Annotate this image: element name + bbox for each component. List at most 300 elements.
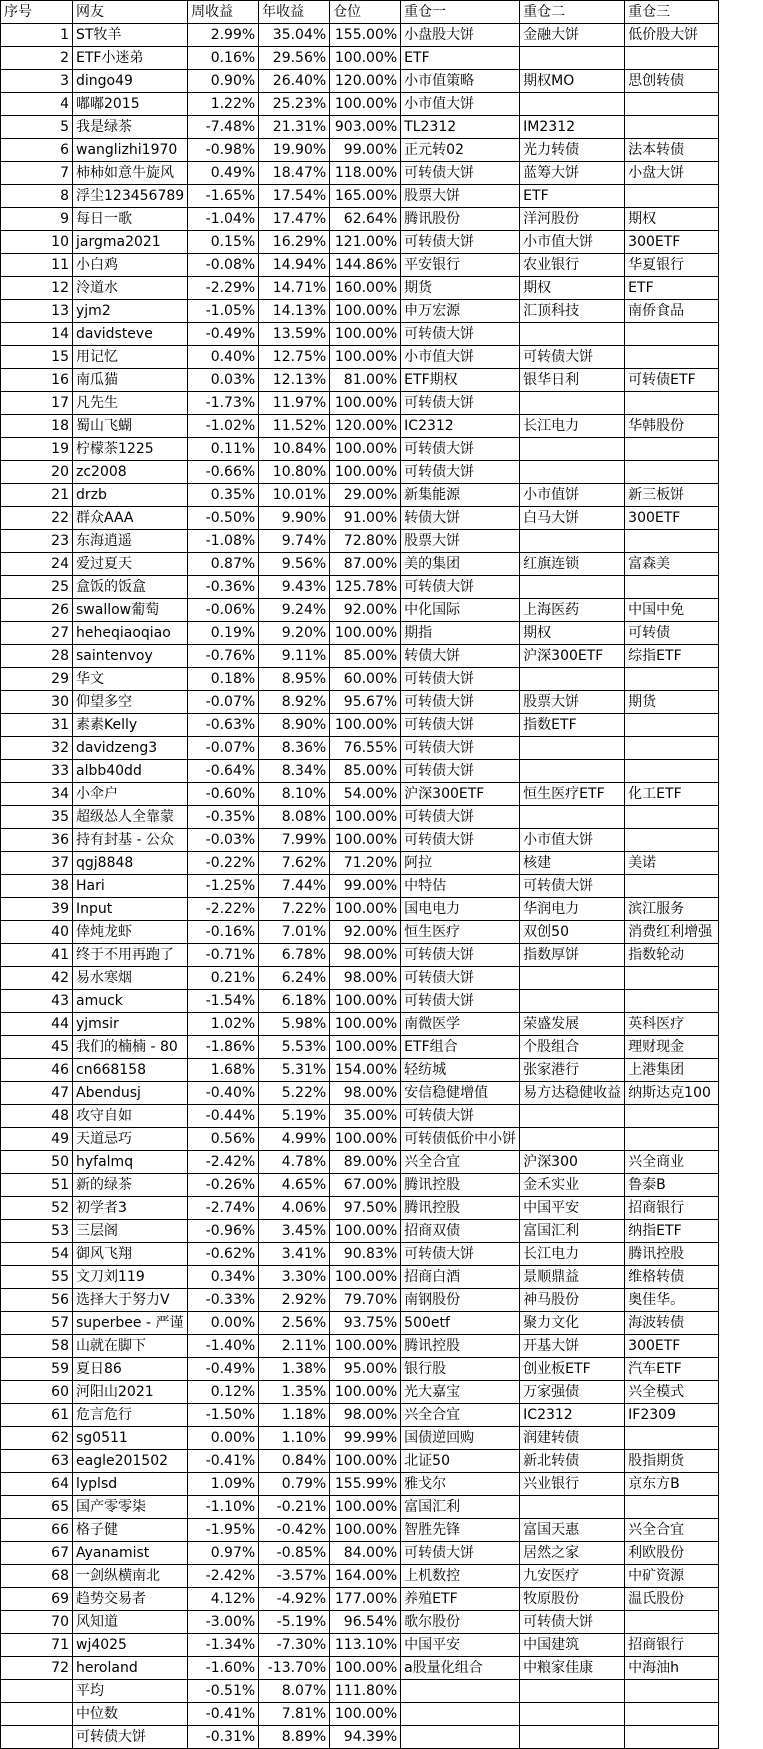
cell-index: 62 [1,1427,73,1450]
cell-holding-1: 可转债大饼 [401,944,520,967]
cell-holding-3: 鲁泰B [625,1174,719,1197]
cell-weekly-return: -0.49% [188,323,259,346]
cell-annual-return: 10.80% [259,461,330,484]
cell-annual-return: 5.19% [259,1105,330,1128]
cell-annual-return: 21.31% [259,116,330,139]
cell-user: wj4025 [73,1634,188,1657]
cell-weekly-return: -0.41% [188,1450,259,1473]
cell-holding-3: 股指期货 [625,1450,719,1473]
cell-holding-2: 新北转债 [520,1450,625,1473]
cell-index: 36 [1,829,73,852]
table-row [1,990,719,1013]
cell-annual-return: 6.24% [259,967,330,990]
cell-index: 2 [1,47,73,70]
cell-holding-1: 可转债大饼 [401,760,520,783]
table-row [1,1381,719,1404]
cell-user: drzb [73,484,188,507]
cell-user: lyplsd [73,1473,188,1496]
table-row [1,1611,719,1634]
cell-user: 平均 [73,1680,188,1703]
cell-index: 35 [1,806,73,829]
cell-weekly-return: -0.96% [188,1220,259,1243]
cell-annual-return: -4.92% [259,1588,330,1611]
cell-holding-3 [625,760,719,783]
cell-weekly-return: -2.42% [188,1151,259,1174]
table-row [1,1657,719,1680]
cell-position: 99.99% [330,1427,401,1450]
cell-weekly-return: -0.40% [188,1082,259,1105]
cell-annual-return: 3.41% [259,1243,330,1266]
cell-holding-2: 小市值饼 [520,484,625,507]
cell-holding-1: 歌尔股份 [401,1611,520,1634]
cell-holding-2: 上海医药 [520,599,625,622]
cell-position: 100.00% [330,1703,401,1726]
cell-position: 35.00% [330,1105,401,1128]
cell-index: 43 [1,990,73,1013]
cell-holding-3: 纳斯达克100 [625,1082,719,1105]
cell-annual-return: 14.13% [259,300,330,323]
cell-holding-2 [520,47,625,70]
table-row [1,599,719,622]
cell-weekly-return: -1.25% [188,875,259,898]
cell-annual-return: 14.71% [259,277,330,300]
cell-holding-3: 期货 [625,691,719,714]
cell-holding-1: 转债大饼 [401,645,520,668]
cell-position: 120.00% [330,70,401,93]
cell-user: 御风飞翔 [73,1243,188,1266]
cell-holding-2: 期权 [520,622,625,645]
cell-index: 72 [1,1657,73,1680]
cell-index: 21 [1,484,73,507]
cell-annual-return: 5.53% [259,1036,330,1059]
cell-weekly-return: -2.42% [188,1565,259,1588]
cell-position: 81.00% [330,369,401,392]
table-row [1,553,719,576]
table-row [1,1588,719,1611]
cell-weekly-return: 0.49% [188,162,259,185]
cell-weekly-return: 0.34% [188,1266,259,1289]
cell-holding-3: 综指ETF [625,645,719,668]
table-row [1,139,719,162]
cell-holding-3 [625,116,719,139]
cell-holding-2: 荣盛发展 [520,1013,625,1036]
cell-annual-return: 7.44% [259,875,330,898]
cell-position: 903.00% [330,116,401,139]
cell-annual-return: 7.81% [259,1703,330,1726]
cell-holding-2: 牧原股份 [520,1588,625,1611]
table-row [1,760,719,783]
cell-position: 85.00% [330,645,401,668]
cell-holding-1: 北证50 [401,1450,520,1473]
cell-user: 群众AAA [73,507,188,530]
cell-annual-return: 26.40% [259,70,330,93]
cell-user: superbee - 严谨 [73,1312,188,1335]
cell-index: 32 [1,737,73,760]
cell-position: 92.00% [330,921,401,944]
cell-holding-3: 纳指ETF [625,1220,719,1243]
cell-holding-3: 美诺 [625,852,719,875]
cell-weekly-return: 1.22% [188,93,259,116]
cell-index: 49 [1,1128,73,1151]
cell-weekly-return: -1.34% [188,1634,259,1657]
cell-position: 100.00% [330,829,401,852]
cell-holding-3 [625,714,719,737]
cell-annual-return: 4.65% [259,1174,330,1197]
cell-weekly-return: -0.31% [188,1726,259,1749]
cell-position: 100.00% [330,1519,401,1542]
cell-weekly-return: 0.16% [188,47,259,70]
cell-position: 121.00% [330,231,401,254]
cell-holding-3: 汽车ETF [625,1358,719,1381]
cell-holding-2: 股票大饼 [520,691,625,714]
cell-holding-1: ETF组合 [401,1036,520,1059]
cell-user: 风知道 [73,1611,188,1634]
cell-weekly-return: -7.48% [188,116,259,139]
table-row [1,162,719,185]
table-row [1,668,719,691]
cell-annual-return: -0.42% [259,1519,330,1542]
cell-user: 我是绿茶 [73,116,188,139]
cell-annual-return: -3.57% [259,1565,330,1588]
cell-index: 63 [1,1450,73,1473]
cell-user: 易水寒烟 [73,967,188,990]
cell-position: 29.00% [330,484,401,507]
table-row [1,622,719,645]
cell-holding-2 [520,1105,625,1128]
cell-weekly-return: -0.33% [188,1289,259,1312]
cell-holding-3: 可转债 [625,622,719,645]
header-index: 序号 [1,1,73,24]
cell-position: 144.86% [330,254,401,277]
table-row [1,691,719,714]
cell-weekly-return: -0.16% [188,921,259,944]
cell-position: 100.00% [330,392,401,415]
cell-holding-1: 恒生医疗 [401,921,520,944]
table-row [1,1358,719,1381]
cell-annual-return: -0.21% [259,1496,330,1519]
cell-user: 爱过夏天 [73,553,188,576]
cell-position: 96.54% [330,1611,401,1634]
cell-index: 6 [1,139,73,162]
cell-index: 14 [1,323,73,346]
cell-annual-return: 6.78% [259,944,330,967]
cell-holding-3 [625,1496,719,1519]
cell-user: Hari [73,875,188,898]
cell-user: 一剑纵横南北 [73,1565,188,1588]
cell-weekly-return: -0.36% [188,576,259,599]
cell-holding-1: 富国汇利 [401,1496,520,1519]
table-row [1,438,719,461]
cell-holding-2 [520,323,625,346]
cell-annual-return: 9.43% [259,576,330,599]
table-row [1,944,719,967]
cell-user: ST牧羊 [73,24,188,47]
cell-holding-3: 京东方B [625,1473,719,1496]
cell-annual-return: 9.11% [259,645,330,668]
cell-holding-2 [520,1680,625,1703]
cell-weekly-return: 0.19% [188,622,259,645]
cell-holding-1: 期货 [401,277,520,300]
cell-holding-1: 光大嘉宝 [401,1381,520,1404]
cell-user: 盒饭的饭盒 [73,576,188,599]
cell-holding-3: 小盘大饼 [625,162,719,185]
cell-holding-2: 红旗连锁 [520,553,625,576]
cell-position: 100.00% [330,1381,401,1404]
table-row [1,369,719,392]
cell-holding-2: 小市值大饼 [520,829,625,852]
cell-annual-return: -5.19% [259,1611,330,1634]
cell-weekly-return: -0.07% [188,691,259,714]
cell-annual-return: 17.54% [259,185,330,208]
cell-annual-return: 25.23% [259,93,330,116]
cell-weekly-return: -1.54% [188,990,259,1013]
cell-index: 20 [1,461,73,484]
table-row [1,1335,719,1358]
cell-user: davidsteve [73,323,188,346]
cell-weekly-return: 2.99% [188,24,259,47]
cell-holding-2: 中国平安 [520,1197,625,1220]
cell-position: 165.00% [330,185,401,208]
cell-annual-return: 5.98% [259,1013,330,1036]
cell-user: qgj8848 [73,852,188,875]
cell-weekly-return: -1.95% [188,1519,259,1542]
cell-index: 7 [1,162,73,185]
cell-user: 小伞户 [73,783,188,806]
cell-holding-2 [520,392,625,415]
cell-holding-1: 国债逆回购 [401,1427,520,1450]
cell-holding-1: 腾讯控股 [401,1197,520,1220]
cell-position: 125.78% [330,576,401,599]
cell-holding-1: 500etf [401,1312,520,1335]
cell-annual-return: 9.74% [259,530,330,553]
cell-index: 28 [1,645,73,668]
cell-holding-2: 可转债大饼 [520,875,625,898]
table-row [1,1128,719,1151]
cell-weekly-return: -2.74% [188,1197,259,1220]
cell-user: 危言危行 [73,1404,188,1427]
cell-annual-return: -13.70% [259,1657,330,1680]
cell-holding-2 [520,93,625,116]
cell-holding-2: ETF [520,185,625,208]
cell-holding-1: IC2312 [401,415,520,438]
cell-holding-3 [625,576,719,599]
table-row [1,1151,719,1174]
cell-weekly-return: 1.68% [188,1059,259,1082]
cell-holding-2: 富国天惠 [520,1519,625,1542]
cell-holding-2 [520,438,625,461]
cell-holding-2: 洋河股份 [520,208,625,231]
cell-weekly-return: -0.50% [188,507,259,530]
table-row [1,346,719,369]
cell-annual-return: -7.30% [259,1634,330,1657]
cell-weekly-return: 0.00% [188,1312,259,1335]
cell-weekly-return: -0.62% [188,1243,259,1266]
cell-index: 67 [1,1542,73,1565]
cell-index: 38 [1,875,73,898]
cell-position: 100.00% [330,1496,401,1519]
table-row [1,1220,719,1243]
cell-weekly-return: 1.02% [188,1013,259,1036]
cell-user: 文刀刘119 [73,1266,188,1289]
cell-index: 37 [1,852,73,875]
cell-holding-3: 消费红利增强 [625,921,719,944]
cell-holding-1: 转债大饼 [401,507,520,530]
cell-weekly-return: -0.60% [188,783,259,806]
cell-annual-return: 0.84% [259,1450,330,1473]
cell-holding-1: 平安银行 [401,254,520,277]
table-row [1,1496,719,1519]
cell-holding-2 [520,461,625,484]
cell-holding-1: 可转债大饼 [401,576,520,599]
cell-annual-return: 4.06% [259,1197,330,1220]
cell-weekly-return: 0.97% [188,1542,259,1565]
cell-weekly-return: -2.29% [188,277,259,300]
cell-weekly-return: -2.22% [188,898,259,921]
cell-position: 62.64% [330,208,401,231]
cell-index: 31 [1,714,73,737]
cell-user: 可转债大饼 [73,1726,188,1749]
cell-holding-1: 申万宏源 [401,300,520,323]
table-row [1,1542,719,1565]
cell-holding-2: 可转债大饼 [520,1611,625,1634]
cell-holding-3: 海波转债 [625,1312,719,1335]
cell-weekly-return: 0.03% [188,369,259,392]
cell-weekly-return: -0.26% [188,1174,259,1197]
cell-holding-3 [625,93,719,116]
cell-weekly-return: -0.66% [188,461,259,484]
cell-index: 47 [1,1082,73,1105]
cell-index: 23 [1,530,73,553]
cell-position: 154.00% [330,1059,401,1082]
cell-position: 72.80% [330,530,401,553]
cell-user: albb40dd [73,760,188,783]
cell-holding-1: 可转债大饼 [401,990,520,1013]
cell-holding-1: 雅戈尔 [401,1473,520,1496]
table-row [1,47,719,70]
cell-holding-1: 兴全合宜 [401,1151,520,1174]
cell-position: 90.83% [330,1243,401,1266]
cell-holding-1: 新集能源 [401,484,520,507]
cell-holding-3 [625,1680,719,1703]
cell-position: 93.75% [330,1312,401,1335]
cell-holding-3 [625,185,719,208]
cell-holding-1: 美的集团 [401,553,520,576]
cell-holding-3: 300ETF [625,507,719,530]
cell-holding-3: 南侨食品 [625,300,719,323]
table-row [1,1036,719,1059]
cell-position: 95.00% [330,1358,401,1381]
cell-user: 国产零零柒 [73,1496,188,1519]
cell-holding-1: 智胜先锋 [401,1519,520,1542]
cell-holding-2 [520,576,625,599]
cell-weekly-return: -1.65% [188,185,259,208]
table-row [1,484,719,507]
cell-position: 92.00% [330,599,401,622]
cell-holding-3: 300ETF [625,231,719,254]
cell-holding-2: IM2312 [520,116,625,139]
cell-index [1,1680,73,1703]
cell-user: hyfalmq [73,1151,188,1174]
cell-weekly-return: -1.60% [188,1657,259,1680]
cell-holding-3 [625,1128,719,1151]
table-row [1,1243,719,1266]
cell-annual-return: 12.13% [259,369,330,392]
cell-index: 22 [1,507,73,530]
cell-annual-return: 9.56% [259,553,330,576]
cell-weekly-return: -0.07% [188,737,259,760]
cell-weekly-return: -0.51% [188,1680,259,1703]
cell-position: 160.00% [330,277,401,300]
cell-holding-1: 小市值大饼 [401,93,520,116]
cell-weekly-return: -0.08% [188,254,259,277]
summary-row [1,1680,719,1703]
cell-annual-return: 11.52% [259,415,330,438]
cell-index: 70 [1,1611,73,1634]
cell-user: jargma2021 [73,231,188,254]
cell-holding-2 [520,990,625,1013]
cell-holding-3: 奥佳华。 [625,1289,719,1312]
cell-holding-2: 创业板ETF [520,1358,625,1381]
cell-holding-1: 养殖ETF [401,1588,520,1611]
cell-holding-3 [625,1726,719,1749]
cell-position: 120.00% [330,415,401,438]
cell-index: 53 [1,1220,73,1243]
table-row [1,852,719,875]
cell-holding-3: 招商银行 [625,1634,719,1657]
cell-holding-3: 招商银行 [625,1197,719,1220]
cell-position: 91.00% [330,507,401,530]
cell-holding-2: 易方达稳健收益 [520,1082,625,1105]
cell-position: 155.99% [330,1473,401,1496]
cell-position: 177.00% [330,1588,401,1611]
cell-holding-2: 景顺鼎益 [520,1266,625,1289]
cell-holding-3: 可转债ETF [625,369,719,392]
cell-index: 29 [1,668,73,691]
cell-holding-1 [401,1703,520,1726]
cell-holding-1: 南微医学 [401,1013,520,1036]
cell-holding-3 [625,668,719,691]
cell-position: 100.00% [330,806,401,829]
cell-holding-2: 华润电力 [520,898,625,921]
table-row [1,921,719,944]
cell-holding-3 [625,47,719,70]
cell-holding-1: 招商白酒 [401,1266,520,1289]
cell-holding-3 [625,806,719,829]
cell-index: 61 [1,1404,73,1427]
cell-holding-3: 富森美 [625,553,719,576]
cell-holding-2 [520,967,625,990]
cell-weekly-return: -3.00% [188,1611,259,1634]
cell-holding-2: 中国建筑 [520,1634,625,1657]
cell-holding-3: 新三板饼 [625,484,719,507]
cell-holding-1: 股票大饼 [401,530,520,553]
cell-holding-3 [625,990,719,1013]
cell-holding-2: 中粮家佳康 [520,1657,625,1680]
cell-holding-3: 思创转债 [625,70,719,93]
cell-index: 60 [1,1381,73,1404]
cell-holding-2: 兴业银行 [520,1473,625,1496]
table-row [1,875,719,898]
table-row [1,70,719,93]
cell-annual-return: 7.99% [259,829,330,852]
cell-position: 100.00% [330,300,401,323]
cell-user: Input [73,898,188,921]
cell-annual-return: 8.89% [259,1726,330,1749]
cell-holding-1: ETF期权 [401,369,520,392]
cell-holding-3 [625,1427,719,1450]
cell-holding-2: 长江电力 [520,415,625,438]
cell-holding-2: 双创50 [520,921,625,944]
